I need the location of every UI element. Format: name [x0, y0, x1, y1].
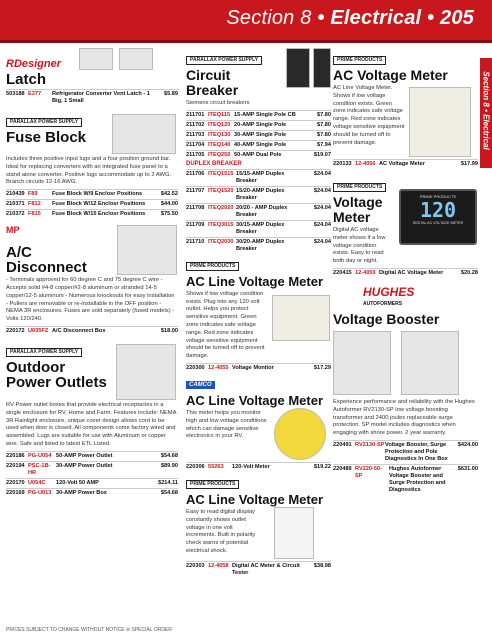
- ac-line-voltage-meter-title-3: AC Line Voltage Meter: [186, 491, 324, 507]
- outdoor-outlet-photo: [116, 344, 176, 400]
- breaker-photo-2: [313, 48, 331, 88]
- table-row: 211707 ITEQ1520 15/20-AMP Duplex Breaker $24.04: [186, 187, 331, 201]
- page-number: 205: [440, 7, 474, 29]
- page-header: [0, 0, 492, 40]
- table-row: 220300 12-4055 Voltage Monitor $17.29: [186, 364, 331, 371]
- ac-line-voltage-meter-title-1: AC Line Voltage Meter: [186, 273, 324, 289]
- circuit-breaker-items: [186, 110, 331, 160]
- ac-disconnect-desc: - Terminals approved for 60 degree C and 75 degree C wire - Accepts solid #4-8 copper/#2-8 aluminum or stranded 14-5 copper/12-5 aluminum - Numerous knockouts for easy installation - Pullers are removable or re-installable in the OFF position - NEMA 3R enclosures. Fuses are sold separately (fused models) - Volts 120/240.: [6, 277, 175, 323]
- outdoor-outlets-title: Outdoor Power Outlets: [6, 358, 107, 391]
- prime-products-logo-2: PRIME PRODUCTS: [186, 480, 239, 489]
- table-row: 211701 ITEQ115 15-AMP Single Pole CB $7.80: [186, 111, 331, 118]
- column-2: [186, 48, 331, 578]
- latch-photo: [79, 48, 113, 70]
- side-tab: Section 8 • Electrical: [480, 58, 492, 168]
- ac-voltage-meter-desc: AC Line Voltage Meter. Shows if low voltage condition exists. Green zone indicates safe voltage range. Red zone indicates voltage sensitive equipment should be turned off to prevent damage.: [333, 85, 405, 146]
- display-reading: 120: [419, 198, 457, 222]
- table-row: 220415 12-4059 Digital AC Voltage Meter $20.28: [333, 269, 478, 276]
- hughes-logo: HUGHES AUTOFORMERS: [363, 284, 415, 307]
- breaker-photo: [286, 48, 310, 88]
- table-row: 220306 55263 120-Volt Meter $19.22: [186, 463, 331, 470]
- table-row: 211709 ITEQ3015 30/15-AMP Duplex Breaker $24.04: [186, 221, 331, 235]
- table-row: 211704 ITEQ140 40-AMP Single Pole $7.94: [186, 141, 331, 148]
- ac-disconnect-items: [6, 326, 178, 336]
- ac-line-voltage-meter-items-1: [186, 363, 331, 373]
- table-row: 220491 RV2130-SP Voltage Booster, Surge Protection and Pole Diagnostics In One Box $424.00: [333, 441, 478, 462]
- table-row: 210439 F89 Fuse Block W/9 Enclosr Positions $42.52: [6, 191, 178, 198]
- parallax-logo-2: PARALLAX POWER SUPPLY: [6, 348, 82, 357]
- table-row: 220170 U054C 120-Volt 50 AMP $214.11: [6, 479, 178, 486]
- ac-disconnect-photo: [117, 225, 177, 275]
- camco-meter-photo: [274, 408, 326, 460]
- category-label: Electrical: [330, 7, 422, 29]
- duplex-breaker-label: DUPLEX BREAKER: [186, 160, 242, 167]
- camco-logo: CAMCO: [186, 381, 215, 389]
- column-1: [6, 48, 178, 498]
- ac-line-voltage-meter-items-2: [186, 462, 331, 472]
- ac-line-voltage-meter-items-3: [186, 561, 331, 578]
- table-row: 210371 F812 Fuse Block W/12 Enclosr Positions $44.00: [6, 201, 178, 208]
- fuse-block-photo: [112, 114, 176, 154]
- circuit-breaker-desc: Siemens circuit breakers: [186, 100, 250, 106]
- column-3: [333, 48, 478, 495]
- duplex-breaker-items: [186, 169, 331, 254]
- table-row: 220489 RV220-50-SP Hughes Autoformer Voltage Booster and Surge Protection and Diagnostics $631.00: [333, 465, 478, 493]
- table-row: 220172 U035FZ A/C Disconnect Box $18.00: [6, 327, 178, 334]
- latch-items: [6, 89, 178, 106]
- voltage-booster-items: [333, 440, 478, 495]
- prime-products-logo-4: PRIME PRODUCTS: [333, 183, 386, 192]
- table-row: 220194 PSC-1B-HR 30-AMP Power Outlet $89.90: [6, 462, 178, 476]
- circuit-breaker-title: Circuit Breaker: [186, 67, 239, 98]
- mp-logo: MP: [6, 225, 20, 236]
- outdoor-outlets-desc: RV Power outlet boxes that provide electrical receptacles in a single enclosure for RV, Home and Farm. Features include: NEMA 3R Rainlight enclosure, unique cover design allows cord to be used when door is closed. All components come factory wired and assembled. Lugs are suitable for use with Aluminum or copper wire. Safe and listed to latest ETL Listed.: [6, 401, 177, 447]
- table-row: 503188 E377 Refrigerator Converter Vent Latch - 1 Big, 1 Small $5.89: [6, 91, 178, 104]
- table-row: 220186 PG-U054 50-AMP Power Outlet $54.68: [6, 452, 178, 459]
- voltage-booster-photo: [333, 331, 391, 395]
- ac-line-voltage-meter-desc-2: This meter helps you monitor high and low voltage conditions which can damage sensitive electronics in your RV.: [186, 409, 267, 440]
- table-row: 211710 ITEQ2030 30/20-AMP Duplex Breaker $24.04: [186, 238, 331, 252]
- header-title: Section 8 • Electrical • 205: [226, 7, 474, 29]
- ac-disconnect-title: A/C Disconnect: [6, 244, 87, 277]
- ac-line-voltage-meter-desc-3: Easy to read digital display constantly shows outlet voltage in one volt increments. Built in polarity check warns of potential electrical shock.: [186, 508, 256, 554]
- ac-voltage-meter-items: [333, 159, 478, 169]
- voltage-meter-title: Voltage Meter: [333, 194, 383, 225]
- voltage-booster-desc: Experience performance and reliability with the Hughes Autoformer RV2130-SP low voltage boosting transformer and 2400 joules replaceable surge protection. SP model includes diagnostics when engaging with shore power. 2 year warranty.: [333, 398, 475, 437]
- voltage-booster-title: Voltage Booster: [333, 310, 440, 327]
- fuse-block-items: [6, 189, 178, 219]
- prime-products-logo: PRIME PRODUCTS: [186, 262, 239, 271]
- ac-voltage-meter-photo: [409, 87, 471, 157]
- fuse-block-desc: Includes three positive input lugs and a four position ground bar. Ideal for replacing converters with an integrated fuse panel to a stand alone converter. Positive lugs accommodate up to 2 AWG. Branch circuits 12-16 AWG.: [6, 156, 172, 186]
- table-row: 211706 ITEQ1515 15/15-AMP Duplex Breaker $24.04: [186, 170, 331, 184]
- parallax-logo-3: PARALLAX POWER SUPPLY: [186, 56, 262, 65]
- table-row: 220303 12-4058 Digital AC Meter & Circuit Tester $38.98: [186, 562, 331, 576]
- table-row: 211708 ITEQ2020 20/20 - AMP Duplex Breaker $24.04: [186, 204, 331, 218]
- table-row: 220169 PG-U013 30-AMP Power Box $54.68: [6, 489, 178, 496]
- digital-meter-photo: [274, 507, 314, 559]
- page-footer: PRICES SUBJECT TO CHANGE WITHOUT NOTICE ⊘ SPECIAL ORDER: [6, 627, 172, 633]
- digital-voltage-display: PRIME PRODUCTS 120 DIGITAL AC VOLTAGE METER: [399, 189, 477, 245]
- voltage-booster-photo-2: [401, 331, 459, 395]
- table-row: 211702 ITEQ120 20-AMP Single Pole $7.80: [186, 121, 331, 128]
- table-row: 211705 ITEQ250 50-AMP Dual Pole $19.07: [186, 151, 331, 158]
- voltage-meter-desc: Digital AC voltage meter shows if a low voltage condition exists. Easy to read both day or night.: [333, 227, 386, 265]
- ac-voltage-meter-title: AC Voltage Meter: [333, 67, 448, 83]
- outdoor-outlet-items: [6, 451, 178, 498]
- prime-products-logo-3: PRIME PRODUCTS: [333, 56, 386, 65]
- rv-designer-logo: RDesigner: [6, 58, 62, 70]
- ac-line-voltage-meter-title-2: AC Line Voltage Meter: [186, 392, 324, 408]
- parallax-logo: PARALLAX POWER SUPPLY: [6, 118, 82, 127]
- table-row: 220133 12-4056 AC Voltage Meter $17.99: [333, 161, 478, 167]
- table-row: 211703 ITEQ130 30-AMP Single Pole $7.80: [186, 131, 331, 138]
- voltage-monitor-photo: [272, 295, 330, 341]
- header-rule: [0, 40, 492, 43]
- section-label: Section 8: [226, 7, 312, 29]
- fuse-block-title: Fuse Block: [6, 129, 87, 146]
- latch-title: Latch: [6, 71, 47, 88]
- latch-photo-2: [119, 48, 153, 70]
- table-row: 210372 F815 Fuse Block W/15 Enclosr Positions $75.50: [6, 211, 178, 218]
- ac-line-voltage-meter-desc-1: Shows if low voltage condition exists. Plug into any 120 volt outlet. Helps you protect sensitive equipment. Green zone indicates safe voltage range. Red zone indicates voltage sensitive equipment should be turned off to prevent damage.: [186, 290, 265, 360]
- voltage-meter-items: [333, 268, 478, 278]
